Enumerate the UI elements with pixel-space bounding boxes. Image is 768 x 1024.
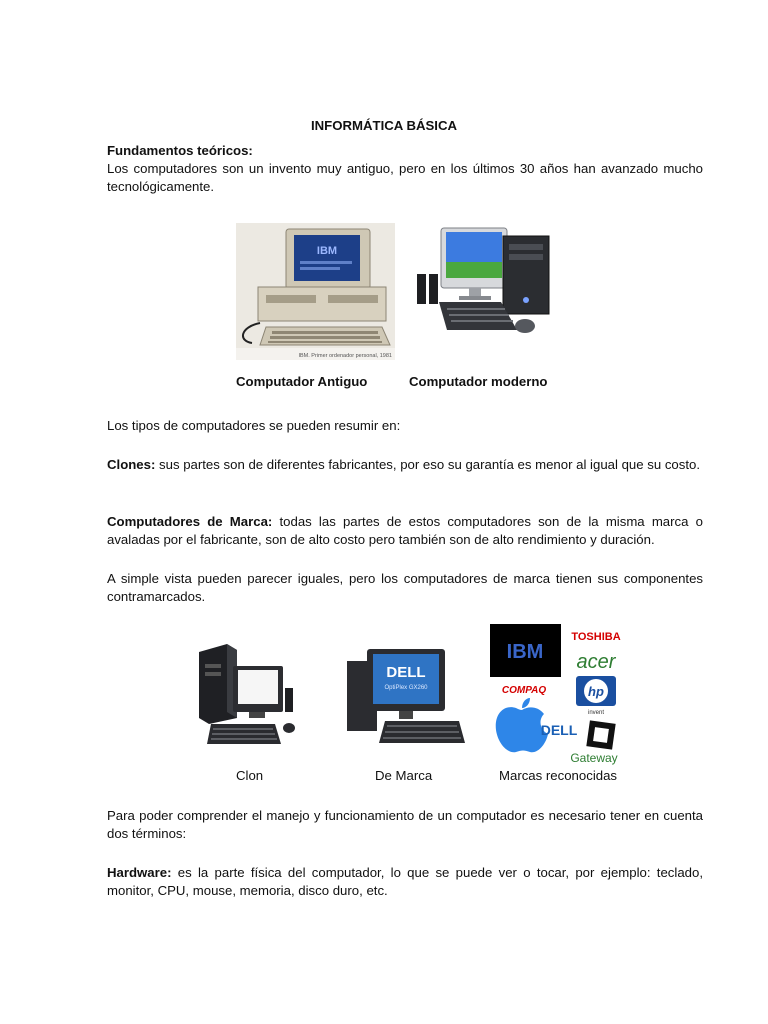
intro-paragraph [107,142,703,196]
hp-logo: hp [588,684,604,699]
similar-paragraph: A simple vista pueden parecer iguales, pero los computadores de marca tienen sus componentes contramarcados. [107,571,703,604]
ibm-screen-logo: IBM [316,245,338,257]
brand-paragraph [107,513,703,549]
modern-computer-illustration [413,222,571,342]
caption-modern-computer: Computador moderno [409,374,548,389]
caption-clon: Clon [236,768,264,783]
modern-computer-image [413,222,571,342]
dell-screen-logo: DELL [386,664,426,681]
hp-sub: invent [587,710,605,716]
compaq-logo: COMPAQ [501,685,547,696]
hardware-text: es la parte física del computador, lo que se puede ver o tocar, por ejemplo: teclado, monitor, CPU, mouse, memoria, disco duro, etc. [107,865,703,898]
brand-logos-image [490,624,628,768]
acer-logo: acer [576,651,616,673]
document-title: INFORMÁTICA BÁSICA [310,118,458,133]
types-intro-paragraph: Los tipos de computadores se pueden resumir en: [107,418,401,433]
old-computer-image [236,223,395,360]
intro-text: Los computadores son un invento muy antiguo, pero en los últimos 30 años han avanzado mucho tecnológicamente. [107,161,703,194]
brand-text: todas las partes de estos computadores son de la misma marca o avaladas por el fabricante, son de alto costo pero también son de alto rendimiento y duración. [107,514,703,547]
brand-logos-illustration [490,624,628,768]
caption-de-marca: De Marca [375,768,433,783]
dell-computer-illustration [345,645,467,750]
dell-screen-sub: OptiPlex GX260 [384,685,428,691]
hardware-term: Hardware: [107,865,172,880]
caption-old-computer: Computador Antiguo [236,374,368,389]
clone-computer-image [193,640,303,750]
photo-note: IBM. Primer ordenador personal, 1981 [298,353,392,359]
understand-paragraph: Para poder comprender el manejo y funcionamiento de un computador es necesario tener en cuenta dos términos: [107,808,703,841]
clones-paragraph [107,456,703,474]
hardware-paragraph [107,864,703,900]
caption-marcas-reconocidas: Marcas reconocidas [499,768,618,783]
old-computer-illustration [236,223,395,360]
clone-computer-illustration [193,640,303,750]
brand-term: Computadores de Marca: [107,514,273,529]
dell-logo: DELL [540,722,578,738]
gateway-logo: Gateway [570,751,618,765]
toshiba-logo: TOSHIBA [571,631,621,643]
intro-heading: Fundamentos teóricos: [107,143,253,158]
clones-term: Clones: [107,457,156,472]
dell-computer-image [345,645,467,750]
clones-text: sus partes son de diferentes fabricantes, por eso su garantía es menor al igual que su costo. [155,457,701,472]
ibm-logo: IBM [506,641,544,663]
